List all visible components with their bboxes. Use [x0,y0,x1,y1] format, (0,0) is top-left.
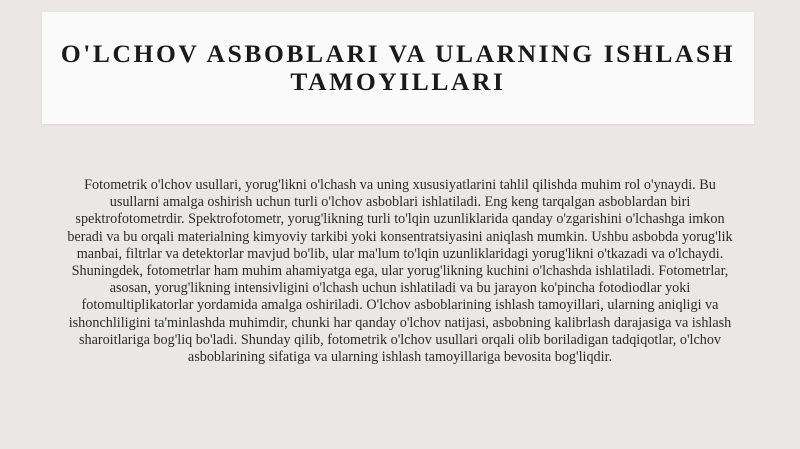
title-box [42,12,754,124]
slide-title: O'LCHOV ASBOBLARI VA ULARNING ISHLASH TAMOYILLARI [60,39,736,96]
slide-body-text: Fotometrik o'lchov usullari, yorug'likni o'lchash va uning xususiyatlarini tahlil qilishda muhim rol o'ynaydi. Bu usullarni amalga oshirish uchun turli o'lchov asboblari ishlatiladi. Eng keng tarqalgan asboblardan biri spektrofotometrdir. Spektrofotometr, yorug'likning turli to'lqin uzunliklarida qanday o'zgarishini o'lchashga imkon beradi va bu orqali materialning kimyoviy tarkibi yoki konsentratsiyasini aniqlash mumkin. Ushbu asbobda yorug'lik manbai, filtrlar va detektorlar mavjud bo'lib, ular ma'lum to'lqin uzunliklaridagi yorug'likni o'tkazadi va o'lchaydi. Shuningdek, fotometrlar ham muhim ahamiyatga ega, ular yorug'likning kuchini o'lchashda ishlatiladi. Fotometrlar, asosan, yorug'likning intensivligini o'lchash uchun ishlatiladi va bu jarayon ko'pincha fotodiodlar yoki fotomultiplikatorlar yordamida amalga oshiriladi. O'lchov asboblarining ishlash tamoyillari, ularning aniqligi va ishonchliligini ta'minlashda muhimdir, chunki har qanday o'lchov natijasi, asbobning kalibrlash darajasiga va ishlash sharoitlariga bog'liq bo'ladi. Shunday qilib, fotometrik o'lchov usullari orqali olib boriladigan tadqiqotlar, o'lchov asboblarining sifatiga va ularning ishlash tamoyillariga bevosita bog'liqdir. [67,177,733,366]
